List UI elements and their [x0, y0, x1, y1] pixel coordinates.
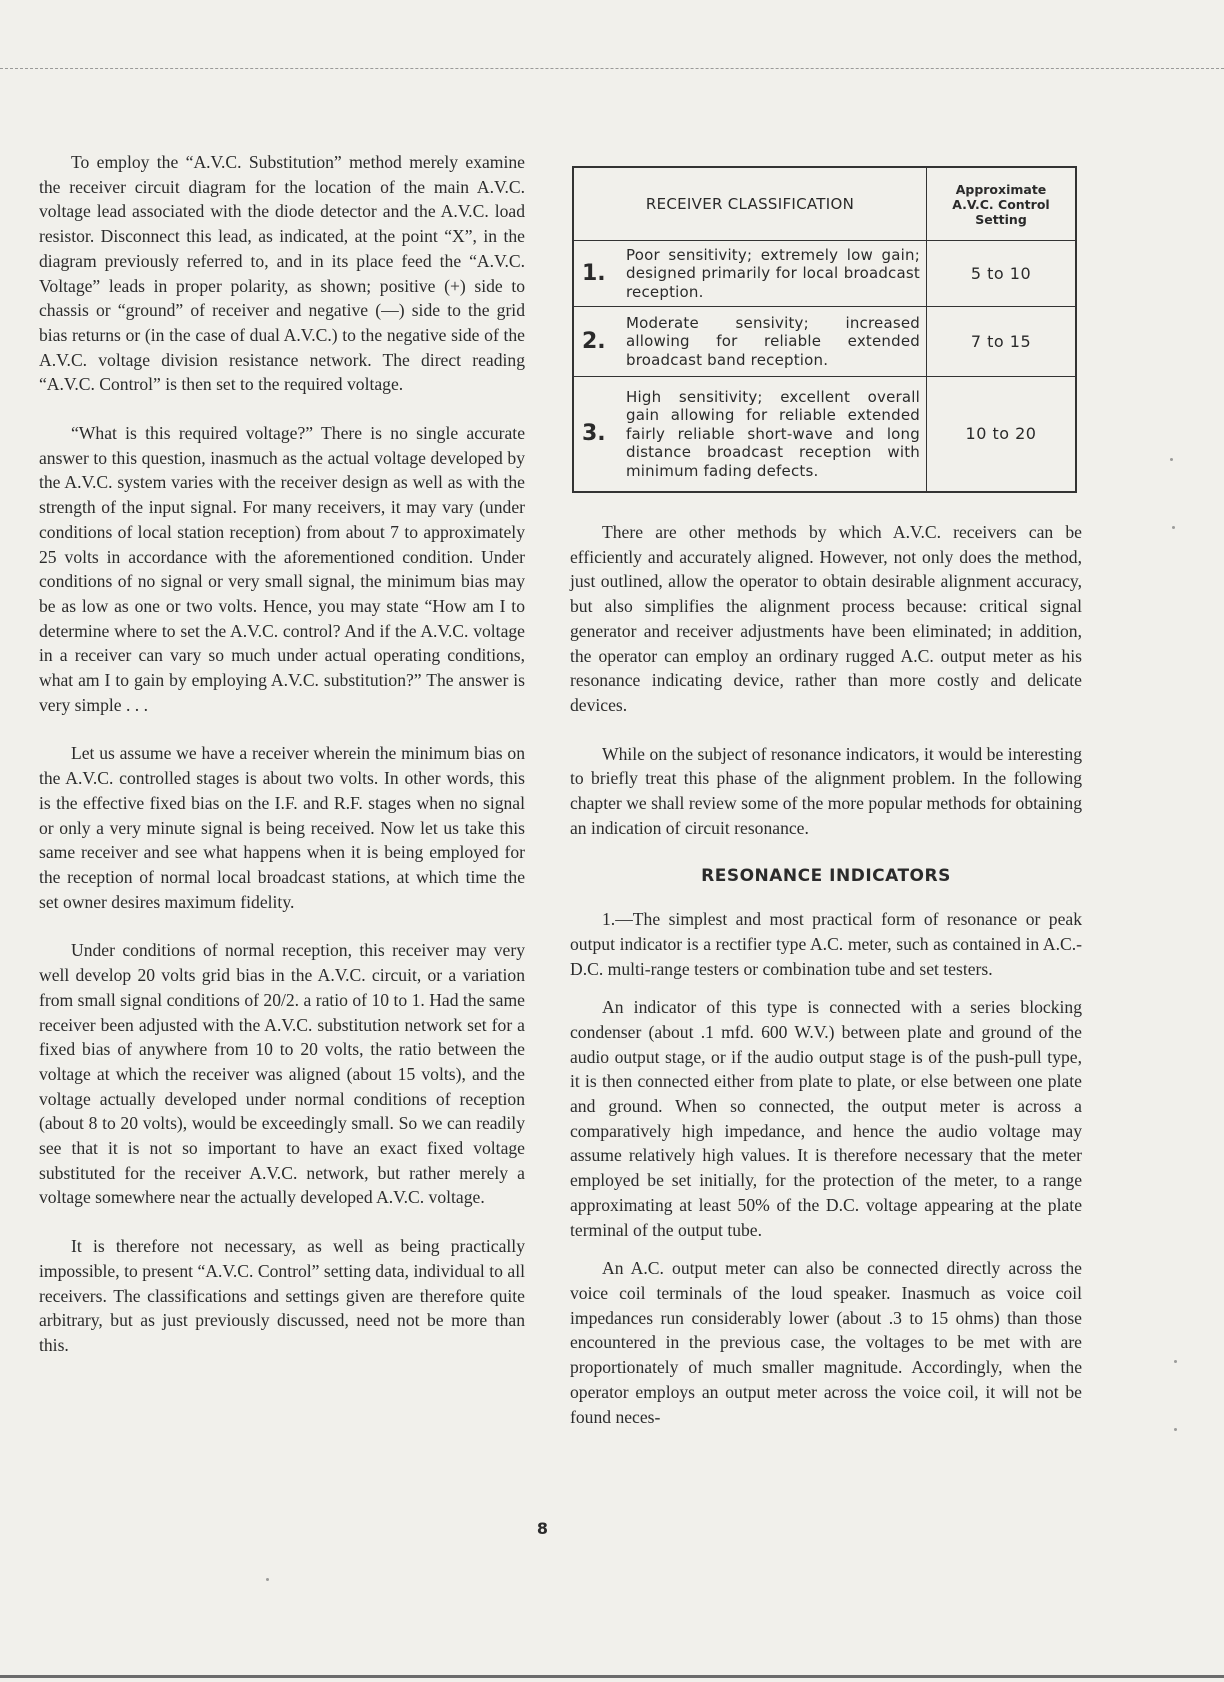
paragraph: There are other methods by which A.V.C. receivers can be efficiently and accurately aligned. However, not only does the method, just outlined, allow the operator to obtain desirable alignment accuracy, but also simplifies the alignment process because: critical signal generator and receiver adjustments have been eliminated; in addition, the operator can employ an ordinary rugged A.C. output meter as his resonance indicating device, rather than more costly and delicate devices.	[570, 522, 1082, 715]
paper-speck	[1174, 1428, 1177, 1431]
section-heading: RESONANCE INDICATORS	[701, 866, 951, 887]
row-setting: 7 to 15	[927, 307, 1077, 377]
paragraph: To employ the “A.V.C. Substitution” method merely examine the receiver circuit diagram for the location of the main A.V.C. voltage lead associated with the diode detector and the A.V.C. load resistor. Disconnect this lead, as indicated, at the point “X”, in the diagram previously referred to, and in its place feed the “A.V.C. Voltage” leads in proper polarity, as shown; positive (+) side to chassis or “ground” of receiver and negative (—) side to the grid bias returns or (in the case of dual A.V.C.) to the negative side of the A.V.C. voltage division resistance network. The direct reading “A.V.C. Control” is then set to the required voltage.	[39, 152, 525, 395]
avc-settings-table	[572, 166, 1077, 493]
paragraph: Let us assume we have a receiver wherein the minimum bias on the A.V.C. controlled stages is about two volts. In other words, this is the effective fixed bias on the I.F. and R.F. stages when no signal or only a very minute signal is being received. Now let us take this same receiver and see what happens when it is being employed for the reception of normal local broadcast stations, at which time the set owner desires maximum fidelity.	[39, 743, 525, 912]
row-number: 3.	[582, 421, 606, 447]
paragraph: An A.C. output meter can also be connected directly across the voice coil terminals of the loud speaker. Inasmuch as voice coil impedances run considerably lower (about .3 to 15 ohms) than those encountered in the previous case, the voltages to be met with are proportionately of much smaller magnitude. Accordingly, when the operator employs an output meter across the voice coil, it will not be found neces-	[570, 1258, 1082, 1427]
row-description: Moderate sensivity; increased allowing for reliable extended broadcast band reception.	[626, 313, 920, 369]
paragraph: It is therefore not necessary, as well as being practically impossible, to present “A.V.C. Control” setting data, individual to all receivers. The classifications and settings given are therefore quite arbitrary, but as just previously discussed, need not be more than this.	[39, 1236, 525, 1355]
paragraph: Under conditions of normal reception, this receiver may very well develop 20 volts grid bias in the A.V.C. circuit, or a variation from small signal conditions of 20/2. a ratio of 10 to 1. Had the same receiver been adjusted with the A.V.C. substitution network set for a fixed bias of anywhere from 10 to 20 volts, the ratio between the voltage at which the receiver was aligned (about 15 volts), and the voltage actually developed under normal conditions of reception (about 8 to 20 volts), would be exceedingly small. So we can readily see that it is not so important to have an exact fixed voltage substituted for the receiver A.V.C. network, but rather merely a voltage somewhere near the actually developed A.V.C. voltage.	[39, 940, 525, 1208]
paragraph: While on the subject of resonance indicators, it would be interesting to briefly treat this phase of the alignment problem. In the following chapter we shall review some of the more popular methods for obtaining an indication of circuit resonance.	[570, 743, 1082, 838]
paper-speck	[1170, 458, 1173, 461]
row-description: Poor sensitivity; extremely low gain; designed primarily for local broadcast reception.	[626, 245, 920, 301]
bottom-rule	[0, 1675, 1224, 1678]
table-row	[573, 307, 1076, 377]
left-column	[39, 150, 525, 1382]
table-row	[573, 241, 1076, 307]
header-setting: Approximate A.V.C. Control Setting	[927, 167, 1077, 241]
paper-speck	[1174, 1360, 1177, 1363]
top-rule	[0, 68, 1224, 69]
row-number: 2.	[582, 329, 606, 354]
row-number: 1.	[582, 261, 606, 286]
paragraph: An indicator of this type is connected with a series blocking condenser (about .1 mfd. 600 W.V.) between plate and ground of the audio output stage, or if the audio output stage is of the push-pull type, it is then connected either from plate to plate, or else between one plate and ground. When so connected, the output meter is across a comparatively high impedance, and hence the audio voltage may assume relatively high values. It is therefore necessary that the meter employed be set initially, for the protection of the meter, to a range approximating at least 50% of the D.C. voltage appearing at the plate terminal of the output tube.	[570, 997, 1082, 1240]
row-description: High sensitivity; excellent overall gain allowing for reliable extended fairly reliable short-wave and long distance broadcast reception with minimum fading defects.	[626, 387, 920, 480]
header-classification: RECEIVER CLASSIFICATION	[573, 167, 927, 241]
row-setting: 10 to 20	[927, 377, 1077, 492]
paper-speck	[1172, 526, 1175, 529]
table-row	[573, 377, 1076, 492]
row-setting: 5 to 10	[927, 241, 1077, 307]
paragraph: “What is this required voltage?” There is no single accurate answer to this question, inasmuch as the actual voltage developed by the A.V.C. system varies with the receiver design as well as with the strength of the input signal. For many receivers, it may vary (under conditions of local station reception) from about 7 to approximately 25 volts in accordance with the aforementioned condition. Under conditions of no signal or very small signal, the minimum bias may be as low as one or two volts. Hence, you may state “How am I to determine where to set the A.V.C. control? And if the A.V.C. voltage in a receiver can vary so much under actual operating conditions, what am I to gain by employing A.V.C. substitution?” The answer is very simple . . .	[39, 423, 525, 715]
paper-speck	[266, 1578, 269, 1581]
page-number: 8	[536, 1519, 549, 1538]
paragraph: 1.—The simplest and most practical form of resonance or peak output indicator is a rectifier type A.C. meter, such as contained in A.C.-D.C. multi-range testers or combination tube and set testers.	[570, 909, 1082, 979]
right-column	[570, 520, 1082, 1443]
